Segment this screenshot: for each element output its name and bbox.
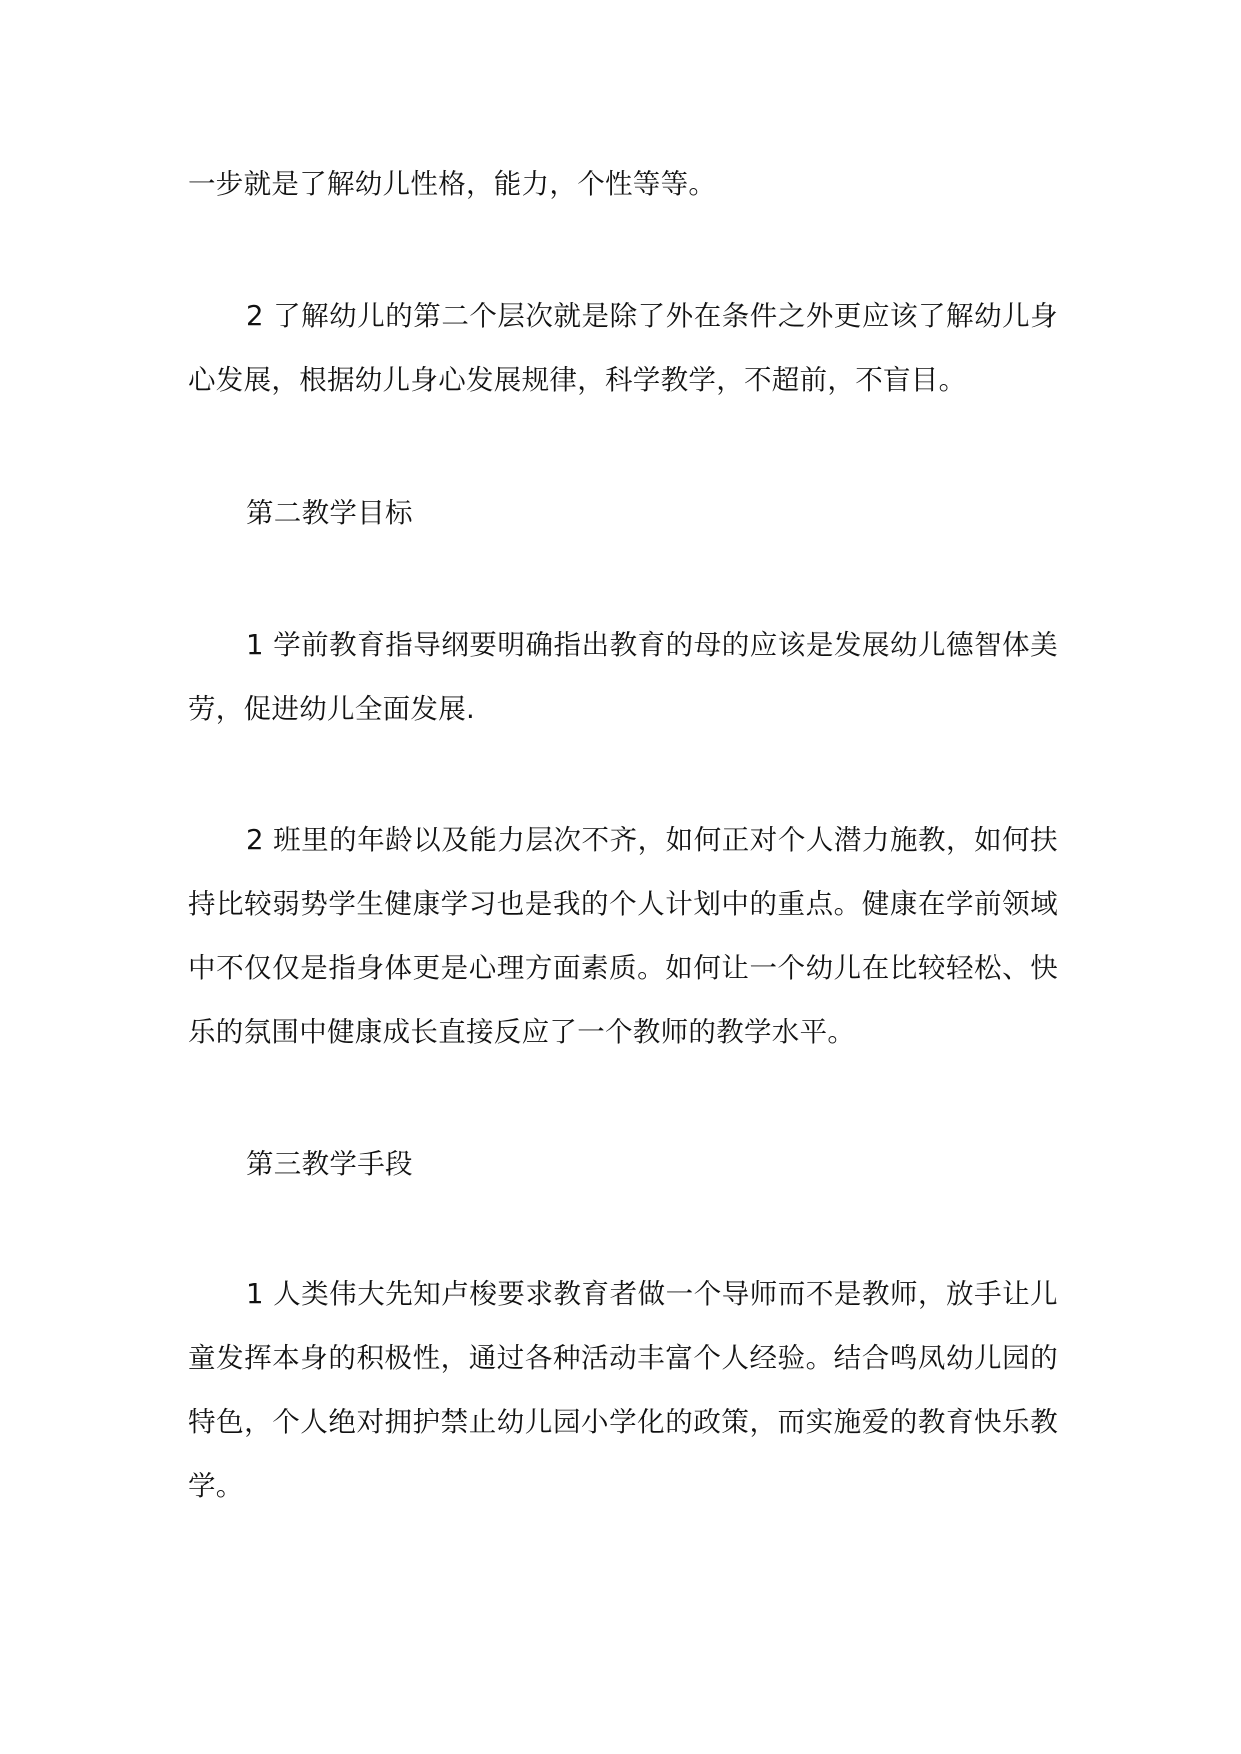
paragraph-method-1: 1 人类伟大先知卢梭要求教育者做一个导师而不是教师，放手让儿童发挥本身的积极性，通过各种活动丰富个人经验。结合鸣凤幼儿园的特色，个人绝对拥护禁止幼儿园小学化的政策，而实施爱的教育快乐教学。 [188, 1278, 1058, 1502]
paragraph-goal-2: 2 班里的年龄以及能力层次不齐，如何正对个人潜力施教，如何扶持比较弱势学生健康学习也是我的个人计划中的重点。健康在学前领域中不仅仅是指身体更是心理方面素质。如何让一个幼儿在比较轻松、快乐的氛围中健康成长直接反应了一个教师的教学水平。 [188, 824, 1058, 1048]
section-heading-teaching-goals: 第二教学目标 [246, 497, 413, 529]
paragraph-understand-children-level-2: 2 了解幼儿的第二个层次就是除了外在条件之外更应该了解幼儿身心发展，根据幼儿身心发展规律，科学教学，不超前，不盲目。 [188, 300, 1058, 396]
section-heading-teaching-methods: 第三教学手段 [246, 1148, 413, 1180]
paragraph-continuation: 一步就是了解幼儿性格，能力，个性等等。 [188, 168, 717, 200]
paragraph-goal-1: 1 学前教育指导纲要明确指出教育的母的应该是发展幼儿德智体美劳，促进幼儿全面发展. [188, 629, 1058, 725]
